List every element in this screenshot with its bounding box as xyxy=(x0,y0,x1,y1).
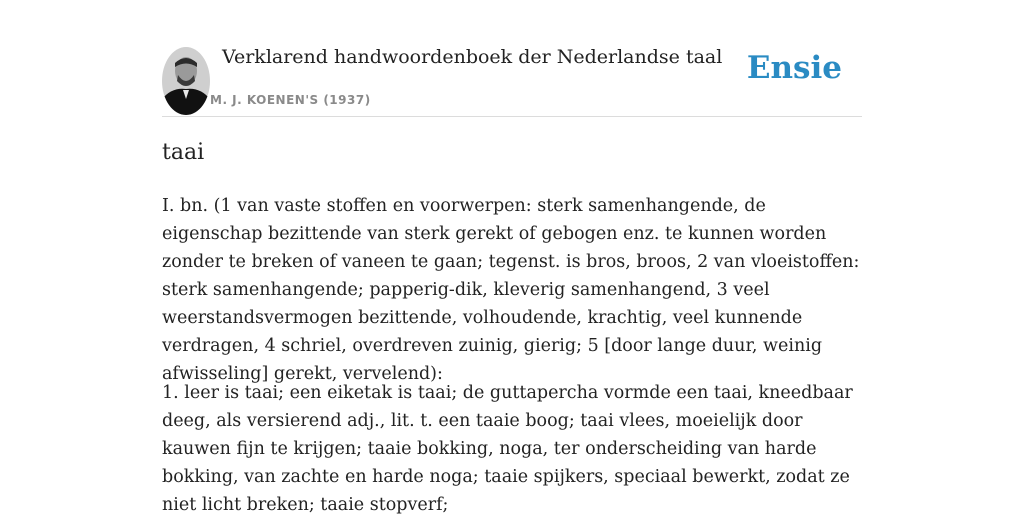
entry-headword: taai xyxy=(162,140,205,165)
author-portrait xyxy=(162,47,210,115)
brand-logo[interactable]: Ensie xyxy=(746,50,842,86)
entry-examples: 1. leer is taai; een eiketak is taai; de guttapercha vormde een taai, kneedbaar deeg, als versierend adj., lit. t. een taaie boog; taai vlees, moeielijk door kauwen fijn te krijgen; taaie bokking, noga, ter onderscheiding van harde bokking, van zachte en harde noga; taaie spijkers, speciaal bewerkt, zodat ze niet licht breken; taaie stopverf; xyxy=(162,383,853,515)
book-title: Verklarend handwoordenboek der Nederlandse taal xyxy=(222,46,723,68)
page xyxy=(162,0,862,515)
header xyxy=(162,40,862,117)
entry-definition: I. bn. (1 van vaste stoffen en voorwerpen: sterk samenhangende, de eigenschap bezittende van sterk gerekt of gebogen enz. te kunnen worden zonder te breken of vaneen te gaan; tegenst. is bros, broos, 2 van vloeistoffen: sterk samenhangende; papperig-dik, kleverig samenhangend, 3 veel weerstandsvermogen bezittende, volhoudende, krachtig, veel kunnende verdragen, 4 schriel, overdreven zuinig, gierig; 5 [door lange duur, weinig afwisseling] gerekt, vervelend): xyxy=(162,196,860,384)
author-label: M. J. KOENEN'S (1937) xyxy=(210,93,371,107)
